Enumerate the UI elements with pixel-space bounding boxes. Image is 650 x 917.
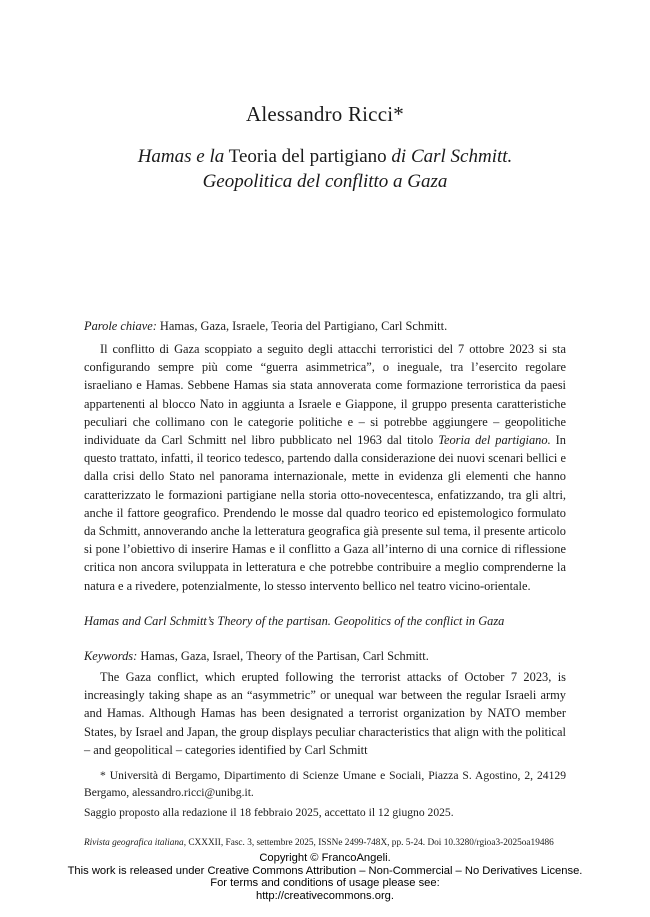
english-title: Hamas and Carl Schmitt’s Theory of the partisan. Geopolitics of the conflict in Gaza	[84, 614, 505, 628]
citation-line	[84, 838, 566, 848]
english-keywords-label: Keywords:	[84, 649, 138, 663]
italian-keywords-label: Parole chiave:	[84, 319, 157, 333]
license-notice	[0, 852, 650, 902]
copyright-line: Copyright © FrancoAngeli.	[259, 852, 391, 864]
author-name: Alessandro Ricci*	[246, 102, 404, 126]
italian-abstract	[84, 340, 566, 595]
author-footnote: * Università di Bergamo, Dipartimento di Scienze Umane e Sociali, Piazza S. Agostino, 2, 24129 Bergamo, alessandro.ricci@unibg.it.	[84, 769, 566, 799]
title-italic-b: di Carl Schmitt.	[391, 146, 513, 167]
citation-details: , CXXXII, Fasc. 3, settembre 2025, ISSNe 2499-748X, pp. 5-24. Doi 10.3280/rgioa3-2025oa19486	[183, 838, 554, 848]
title-roman: Teoria del partigiano	[224, 146, 392, 167]
english-keywords-list: Hamas, Gaza, Israel, Theory of the Partisan, Carl Schmitt.	[137, 649, 429, 663]
journal-name: Rivista geografica italiana	[84, 838, 184, 848]
italian-abstract-book-title: Teoria del partigiano.	[438, 433, 551, 448]
english-keywords	[84, 647, 566, 665]
english-abstract: The Gaza conflict, which erupted following the terrorist attacks of October 7 2023, is increasingly taking shape as an “asymmetric” or unequal war between the regular Israeli army and Hamas. Although Hamas has been designated a terrorist organization by NATO member States, by Israel and Japan, the group displays peculiar characteristics that align with the political – and geopolitical – categories identified by Carl Schmitt	[84, 670, 566, 757]
license-url[interactable]: http://creativecommons.org.	[255, 889, 395, 902]
italian-keywords	[84, 317, 566, 335]
italian-keywords-list: Hamas, Gaza, Israele, Teoria del Partigiano, Carl Schmitt.	[156, 319, 448, 333]
title-subtitle: Geopolitica del conflitto a Gaza	[202, 171, 448, 192]
italian-abstract-part2: In questo trattato, infatti, il teorico tedesco, partendo dalla considerazione dei nuovi scenari bellici e dalla crisi dello Stato nel panorama internazionale, mette in evidenza gli elementi che hanno caratterizzato le formazioni partigiane nella storia otto-novecentesca, enfatizzando, tra gli altri, anche il fattore geografico. Prendendo le mosse dal quadro teorico ed epistemologico formulato da Schmitt, annoverando anche la letteratura geografica già presente sul tema, il presente articolo si pone l’obiettivo di inserire Hamas e il conflitto a Gaza all’interno di una cornice di riflessione critica non ancora sviluppata in letteratura e che potrebbe contribuire a meglio comprenderne la natura e a rivedere, potenzialmente, lo stesso intervento bellico nel teatro vicino-orientale.	[84, 433, 566, 593]
terms-line: For terms and conditions of usage please see:	[210, 877, 440, 890]
license-line: This work is released under Creative Commons Attribution – Non-Commercial – No Derivatives License.	[67, 864, 583, 877]
title-italic-a: Hamas e la	[137, 146, 225, 167]
article-title	[60, 144, 590, 194]
italian-abstract-part1: Il conflitto di Gaza scoppiato a seguito degli attacchi terroristici del 7 ottobre 2023 si sta configurando sempre più come “guerra asimmetrica”, o ineguale, tra l’esercito regolare israeliano e Hamas. Sebbene Hamas sia stata annoverata come formazione terroristica da paesi appartenenti al blocco Nato in aggiunta a Israele e Giappone, il gruppo presenta caratteristiche peculiari che collimano con le categorie politiche e – si potrebbe aggiungere – geopolitiche individuate da Carl Schmitt nel libro pubblicato nel 1963 dal titolo	[84, 342, 566, 448]
submission-note: Saggio proposto alla redazione il 18 febbraio 2025, accettato il 12 giugno 2025.	[84, 806, 454, 819]
